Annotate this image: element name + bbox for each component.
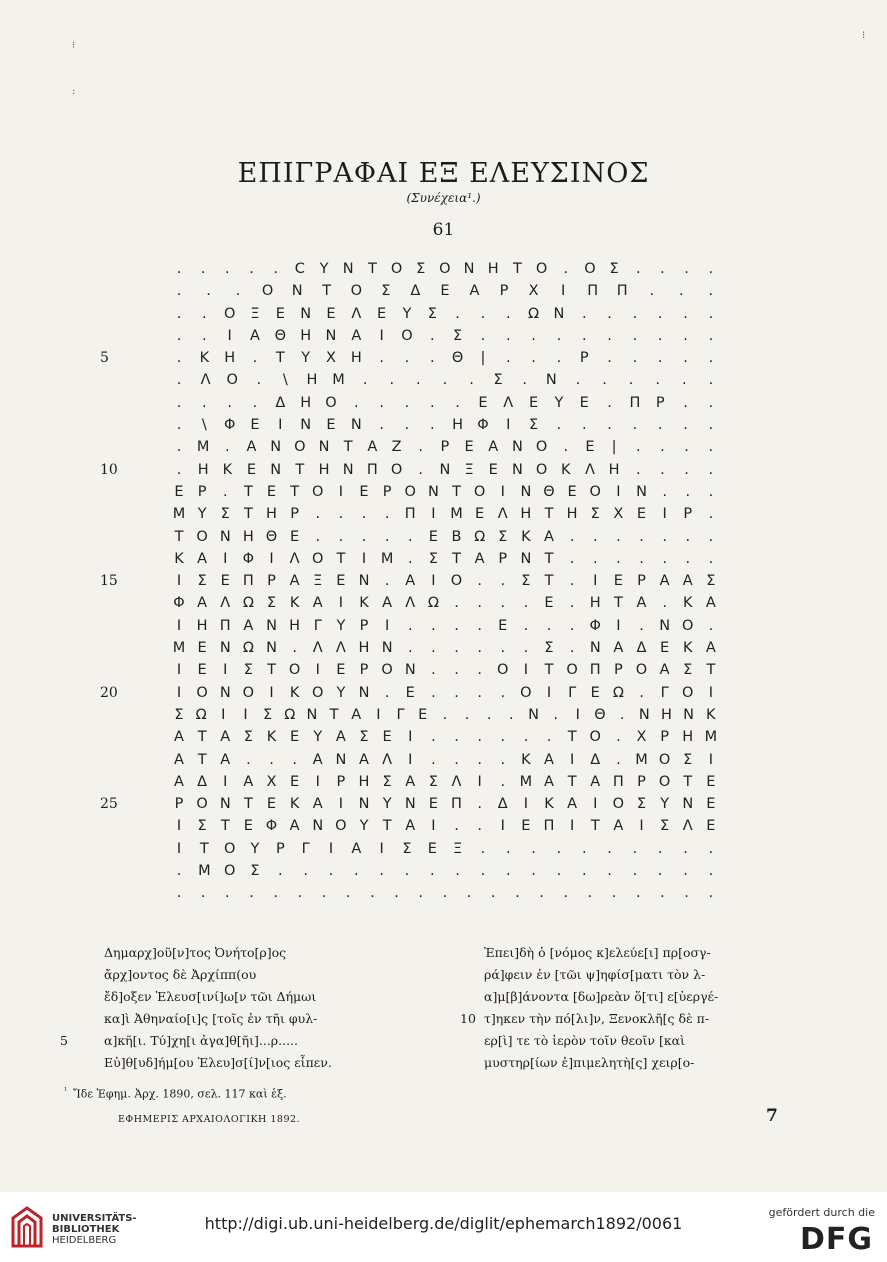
footnote-text: Ἴδε Ἐφημ. Ἀρχ. 1890, σελ. 117 καὶ ἑξ.	[73, 1087, 287, 1101]
transcription-text: ἔδ]οξεν Ἐλευσ[ινί]ω[ν τῶι Δήμωι	[104, 989, 317, 1004]
page-subtitle: (Συνέχεια¹.)	[406, 191, 481, 205]
transcription-text: ρά]φειν ἐν [τῶι ψ]ηφίσ[ματι τὸν λ-	[484, 967, 706, 982]
inscription-number: 61	[432, 220, 455, 240]
transcription-line	[60, 964, 380, 986]
transcription-text: Δημαρχ]οῦ[ν]τος Ὀνήτο[ρ]ος	[104, 945, 287, 960]
transcription-text: τ]ηκεν τὴν πό[λι]ν, Ξενοκλῆ[ς δὲ π-	[484, 1011, 710, 1026]
inscription-text: . Μ . Α Ν Ο Ν Τ Α Ζ . Ρ Ε Α Ν Ο . Ε | . . . .	[176, 439, 714, 456]
inscription-line	[100, 570, 720, 592]
inscription-text: . . . . . . . . . . . . . . . . . . . . . . .	[176, 885, 714, 902]
transcription-line	[460, 986, 760, 1008]
inscription-line	[100, 882, 720, 904]
inscription-line	[100, 436, 720, 458]
inscription-text: Ι Ο Ν Ο Ι Κ Ο Υ Ν . Ε . . . . Ο Ι Γ Ε Ω . Γ Ο Ι	[176, 684, 714, 701]
inscription-text: Ρ Ο Ν Τ Ε Κ Α Ι Ν Υ Ν Ε Π . Δ Ι Κ Α Ι Ο Σ Υ Ν Ε	[174, 796, 716, 813]
transcription-text: α]μ[β]άνοντα [δω]ρεὰν ὅ[τι] ε[ὐεργέ-	[484, 989, 719, 1004]
line-number: 5	[60, 1033, 68, 1048]
inscription-line	[100, 526, 720, 548]
transcription-text: ἄρχ]οντος δὲ Ἀρχίππ(ου	[104, 967, 257, 982]
transcription-line	[60, 942, 380, 964]
transcription-text: Ἐπει]δὴ ὁ [νόμος κ]ελεύε[ι] πρ[οσγ-	[484, 945, 711, 960]
line-number: 20	[100, 684, 118, 701]
inscription-line	[100, 771, 720, 793]
inscription-text: Α Δ Ι Α Χ Ε Ι Ρ Η Σ Α Σ Λ Ι . Μ Α Τ Α Π Ρ Ο Τ Ε	[174, 773, 716, 790]
source-url-link[interactable]: http://digi.ub.uni-heidelberg.de/diglit/ephemarch1892/0061	[204, 1214, 683, 1233]
inscription-line	[100, 815, 720, 837]
inscription-line	[100, 503, 720, 525]
inscription-line	[100, 637, 720, 659]
inscription-text: Α Τ Α Σ Κ Ε Υ Α Σ Ε Ι . . . . . . Τ Ο . Χ Ρ Η Μ	[174, 729, 718, 746]
scan-mark: ⁝	[72, 40, 76, 51]
inscription-text: Ι Σ Τ Ε Φ Α Ν Ο Υ Τ Α Ι . . Ι Ε Π Ι Τ Α Ι Σ Λ Ε	[176, 818, 716, 835]
university-name-line: BIBLIOTHEK	[52, 1224, 120, 1235]
sheet-number: 7	[766, 1106, 778, 1126]
line-number: 10	[460, 1011, 476, 1026]
transcription-line	[460, 1008, 760, 1030]
inscription-text: . \ Φ Ε Ι Ν Ε Ν . . . Η Φ Ι Σ . . . . . . .	[176, 417, 714, 434]
transcription-line	[460, 1052, 760, 1074]
dfg-logo-icon[interactable]: DFG	[799, 1222, 873, 1257]
inscription-text: Σ Ω Ι Ι Σ Ω Ν Τ Α Ι Γ Ε . . . . Ν . Ι Θ . Ν Η Ν Κ	[174, 706, 716, 723]
inscription-line	[100, 704, 720, 726]
inscription-line	[100, 659, 720, 681]
journal-line: ΕΦΗΜΕΡΙΣ ΑΡΧΑΙΟΛΟΓΙΚΗ 1892.	[118, 1114, 301, 1125]
inscription-line	[100, 303, 720, 325]
university-name-line: HEIDELBERG	[52, 1235, 117, 1246]
transcription-line	[460, 942, 760, 964]
inscription-text: Φ Α Λ Ω Σ Κ Α Ι Κ Α Λ Ω . . . . Ε . Η Τ Α . Κ Α	[173, 595, 716, 612]
inscription-line	[100, 369, 720, 391]
transcription-text: α]κῆ[ι. Τύ]χη[ι ἀγα]θ[ῆι]...ρ.....	[104, 1033, 299, 1048]
inscription-text: Ι Η Π Α Ν Η Γ Υ Ρ Ι . . . . Ε . . . Φ Ι . Ν Ο .	[176, 617, 714, 634]
scan-mark: ⁝	[862, 30, 866, 41]
inscription-text: . . . . . Ϲ Υ Ν Τ Ο Σ Ο Ν Η Τ Ο . Ο Σ . . . .	[176, 261, 714, 277]
inscription-text: Ι Τ Ο Υ Ρ Γ Ι Α Ι Σ Ε Ξ . . . . . . . . . .	[176, 840, 714, 857]
transcription-line	[60, 1008, 380, 1030]
inscription-line	[100, 414, 720, 436]
inscription-line	[100, 280, 720, 302]
footnote	[64, 1086, 287, 1101]
line-number: 10	[100, 461, 118, 478]
transcription-line	[460, 964, 760, 986]
inscription-text: . . Ι Α Θ Η Ν Α Ι Ο . Σ . . . . . . . . . .	[176, 327, 714, 344]
footnote-mark: ¹	[64, 1086, 68, 1095]
transcription-text: μυστηρ[ίων ἐ]πιμελητὴ[ς] χειρ[ο-	[484, 1055, 695, 1070]
inscription-text: . Μ Ο Σ . . . . . . . . . . . . . . . . . .	[176, 863, 714, 880]
transcription-line	[60, 1030, 380, 1052]
university-name-line: UNIVERSITÄTS-	[52, 1213, 137, 1224]
inscription-line	[100, 749, 720, 771]
funded-by-label: gefördert durch die	[768, 1206, 875, 1219]
inscription-text: Ε Ρ . Τ Ε Τ Ο Ι Ε Ρ Ο Ν Τ Ο Ι Ν Θ Ε Ο Ι Ν . . .	[174, 483, 714, 500]
inscription-text: . . . Ο Ν Τ Ο Σ Δ Ε Α Ρ Χ Ι Π Π . . .	[176, 283, 714, 300]
inscription-line	[100, 347, 720, 369]
inscription-block	[100, 258, 720, 905]
inscription-text: Κ Α Ι Φ Ι Λ Ο Τ Ι Μ . Σ Τ Α Ρ Ν Τ . . . . . . .	[174, 550, 714, 567]
inscription-line	[100, 459, 720, 481]
inscription-text: . Κ Η . Τ Υ Χ Η . . . Θ | . . . Ρ . . . . .	[176, 350, 714, 367]
digitization-footer	[0, 1192, 887, 1262]
transcription-line	[60, 986, 380, 1008]
inscription-text: Α Τ Α . . . Α Ν Α Λ Ι . . . . Κ Α Ι Δ . Μ Ο Σ Ι	[174, 751, 714, 768]
line-number: 15	[100, 573, 118, 590]
transcription-right-column	[460, 942, 760, 1074]
inscription-line	[100, 682, 720, 704]
inscription-text: . Η Κ Ε Ν Τ Η Ν Π Ο . Ν Ξ Ε Ν Ο Κ Λ Η . . . .	[176, 461, 714, 478]
transcription-line	[460, 1030, 760, 1052]
inscription-text: . Λ Ο . \ Η Μ . . . . . Σ . Ν . . . . . .	[176, 372, 714, 389]
inscription-line	[100, 592, 720, 614]
inscription-line	[100, 548, 720, 570]
inscription-text: . . . . Δ Η Ο . . . . . Ε Λ Ε Υ Ε . Π Ρ . .	[176, 394, 714, 411]
inscription-line	[100, 838, 720, 860]
transcription-text: ερ[ὶ] τε τὸ ἱερὸν τοῖν θεοῖν [καὶ	[484, 1033, 686, 1048]
scan-mark: :	[72, 86, 76, 97]
inscription-line	[100, 325, 720, 347]
inscription-text: Ι Σ Ε Π Ρ Α Ξ Ε Ν . Α Ι Ο . . Σ Τ . Ι Ε Ρ Α Α Σ	[176, 573, 716, 590]
transcription-left-column	[60, 942, 380, 1074]
transcription-line	[60, 1052, 380, 1074]
inscription-line	[100, 793, 720, 815]
inscription-text: Μ Ε Ν Ω Ν . Λ Λ Η Ν . . . . . . Σ . Ν Α Δ Ε Κ Α	[172, 640, 716, 657]
inscription-line	[100, 258, 720, 280]
inscription-line	[100, 392, 720, 414]
page-title: ΕΠΙΓΡΑΦΑΙ ΕΞ ΕΛΕΥΣΙΝΟΣ	[237, 158, 650, 190]
inscription-line	[100, 860, 720, 882]
inscription-text: Τ Ο Ν Η Θ Ε . . . . . Ε Β Ω Σ Κ Α . . . . . . .	[174, 528, 714, 545]
inscription-line	[100, 615, 720, 637]
inscription-line	[100, 481, 720, 503]
transcription-text: Εὐ]θ[υδ]ήμ[ου Ἐλευ]σ[ί]ν[ιος εἶπεν.	[104, 1055, 332, 1070]
transcription-text: κα]ὶ Ἀθηναίο[ι]ς [τοῖς ἐν τῆι φυλ-	[104, 1011, 318, 1026]
inscription-text: Μ Υ Σ Τ Η Ρ . . . . Π Ι Μ Ε Λ Η Τ Η Σ Χ Ε Ι Ρ .	[172, 506, 714, 523]
line-number: 5	[100, 350, 109, 367]
inscription-text: . . Ο Ξ Ε Ν Ε Λ Ε Υ Σ . . . Ω Ν . . . . . .	[176, 305, 714, 322]
inscription-text: Ι Ε Ι Σ Τ Ο Ι Ε Ρ Ο Ν . . . Ο Ι Τ Ο Π Ρ Ο Α Σ Τ	[176, 662, 716, 679]
line-number: 25	[100, 796, 118, 813]
inscription-line	[100, 726, 720, 748]
